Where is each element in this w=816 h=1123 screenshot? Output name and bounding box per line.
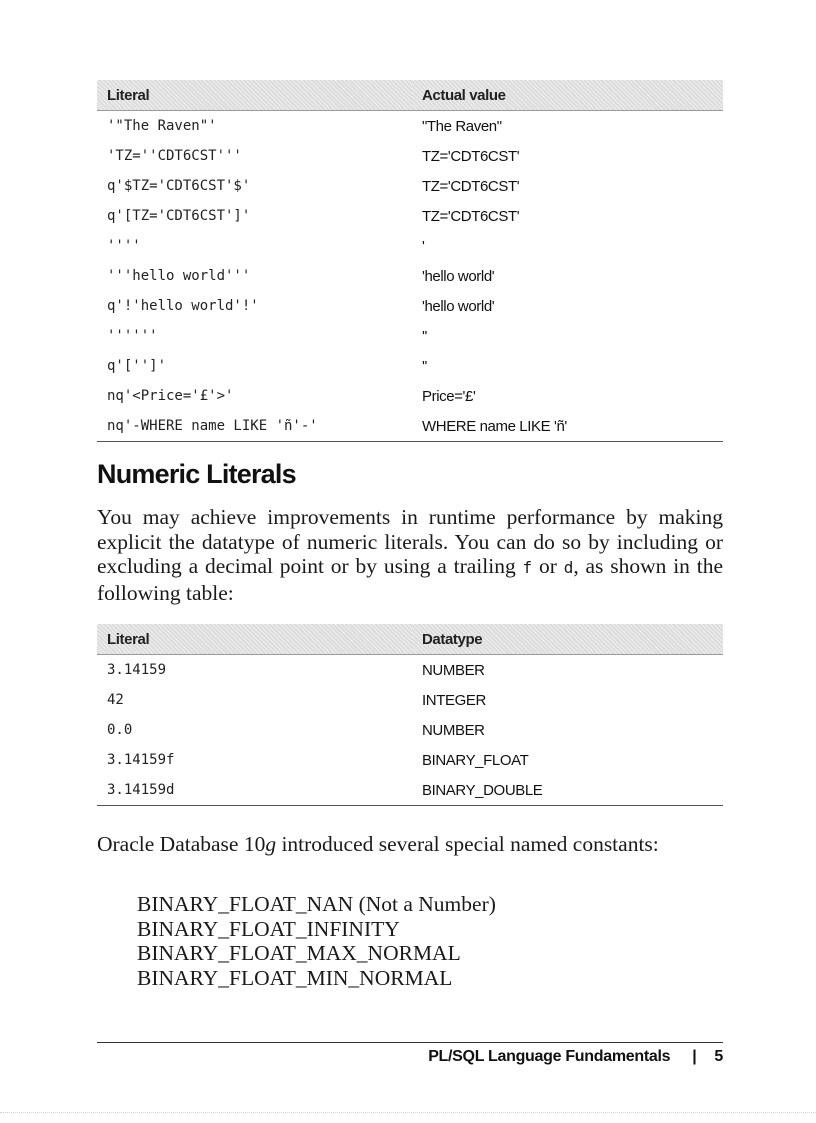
literal-cell: '''' bbox=[107, 238, 141, 254]
literal-cell: 42 bbox=[107, 692, 124, 708]
table-row bbox=[97, 141, 723, 171]
table-header-row bbox=[97, 80, 723, 111]
table-row bbox=[97, 351, 723, 381]
table-row bbox=[97, 775, 723, 806]
literal-cell: 0.0 bbox=[107, 722, 133, 738]
paragraph-text: Oracle Database 10 bbox=[97, 832, 266, 856]
footer-divider bbox=[97, 1042, 723, 1043]
table-row bbox=[97, 231, 723, 261]
table-row bbox=[97, 685, 723, 715]
actual-value-cell: TZ='CDT6CST' bbox=[422, 177, 520, 195]
paragraph-text: You may achieve improvements in runtime performance by making explicit the datatype of numeric literals. You can do so by including or excluding a decimal point or by using a trailing bbox=[97, 505, 723, 578]
datatype-cell: INTEGER bbox=[422, 691, 486, 709]
literal-cell: '''''' bbox=[107, 328, 158, 344]
table-row bbox=[97, 745, 723, 775]
inline-code-f: f bbox=[522, 558, 533, 577]
constants-intro-paragraph bbox=[97, 832, 723, 857]
literal-cell: nq'-WHERE name LIKE 'ñ'-' bbox=[97, 411, 412, 442]
footer-separator: | bbox=[692, 1048, 697, 1065]
constants-list bbox=[137, 892, 496, 990]
datatype-cell: NUMBER bbox=[422, 661, 485, 679]
literal-table bbox=[97, 80, 723, 442]
table-row bbox=[97, 201, 723, 231]
actual-value-cell: "The Raven" bbox=[422, 117, 502, 135]
table-row bbox=[97, 291, 723, 321]
column-header-literal: Literal bbox=[97, 80, 412, 111]
literal-cell: 3.14159f bbox=[107, 752, 175, 768]
actual-value-cell: '' bbox=[422, 327, 427, 345]
version-suffix: g bbox=[265, 832, 277, 856]
table-row bbox=[97, 411, 723, 442]
list-item: BINARY_FLOAT_MIN_NORMAL bbox=[137, 965, 453, 990]
actual-value-cell: TZ='CDT6CST' bbox=[422, 147, 520, 165]
paragraph-text: , as shown in the following table: bbox=[97, 554, 723, 605]
datatype-table bbox=[97, 624, 723, 806]
actual-value-cell: WHERE name LIKE 'ñ' bbox=[412, 411, 723, 442]
actual-value-cell: Price='£' bbox=[422, 387, 476, 405]
table-row bbox=[97, 261, 723, 291]
table-row bbox=[97, 321, 723, 351]
list-item: BINARY_FLOAT_INFINITY bbox=[137, 916, 400, 941]
table-row bbox=[97, 171, 723, 201]
literal-cell: 3.14159d bbox=[97, 775, 412, 806]
paragraph-text: or bbox=[532, 554, 564, 578]
literal-cell: q'$TZ='CDT6CST'$' bbox=[107, 178, 251, 194]
list-item: BINARY_FLOAT_NAN (Not a Number) bbox=[137, 892, 496, 916]
literal-cell: 3.14159 bbox=[107, 662, 167, 678]
literal-cell: q'[TZ='CDT6CST']' bbox=[107, 208, 251, 224]
table-row bbox=[97, 111, 723, 142]
table-row bbox=[97, 381, 723, 411]
table-row bbox=[97, 655, 723, 686]
datatype-cell: BINARY_FLOAT bbox=[422, 751, 529, 769]
literal-cell: '"The Raven"' bbox=[107, 118, 217, 134]
page-number: 5 bbox=[714, 1048, 723, 1065]
actual-value-cell: '' bbox=[422, 357, 427, 375]
actual-value-cell: 'hello world' bbox=[422, 297, 495, 315]
column-header-actual-value: Actual value bbox=[412, 80, 723, 111]
inline-code-d: d bbox=[563, 558, 574, 577]
datatype-cell: BINARY_DOUBLE bbox=[412, 775, 723, 806]
literal-cell: nq'<Price='£'>' bbox=[107, 388, 234, 404]
actual-value-cell: TZ='CDT6CST' bbox=[422, 207, 520, 225]
column-header-datatype: Datatype bbox=[412, 624, 723, 655]
page-edge-dots bbox=[0, 1112, 816, 1113]
section-heading: Numeric Literals bbox=[97, 459, 296, 489]
table-header-row bbox=[97, 624, 723, 655]
literal-cell: 'TZ=''CDT6CST''' bbox=[107, 148, 242, 164]
intro-paragraph bbox=[97, 505, 723, 605]
actual-value-cell: ' bbox=[422, 237, 425, 255]
literal-cell: '''hello world''' bbox=[107, 268, 251, 284]
column-header-literal: Literal bbox=[97, 624, 412, 655]
table-row bbox=[97, 715, 723, 745]
literal-cell: q'['']' bbox=[107, 358, 167, 374]
page-footer bbox=[97, 1048, 723, 1066]
literal-cell: q'!'hello world'!' bbox=[107, 298, 259, 314]
paragraph-text: introduced several special named constants: bbox=[276, 832, 659, 856]
datatype-cell: NUMBER bbox=[422, 721, 485, 739]
running-title: PL/SQL Language Fundamentals bbox=[428, 1048, 671, 1065]
actual-value-cell: 'hello world' bbox=[422, 267, 495, 285]
list-item: BINARY_FLOAT_MAX_NORMAL bbox=[137, 941, 461, 965]
